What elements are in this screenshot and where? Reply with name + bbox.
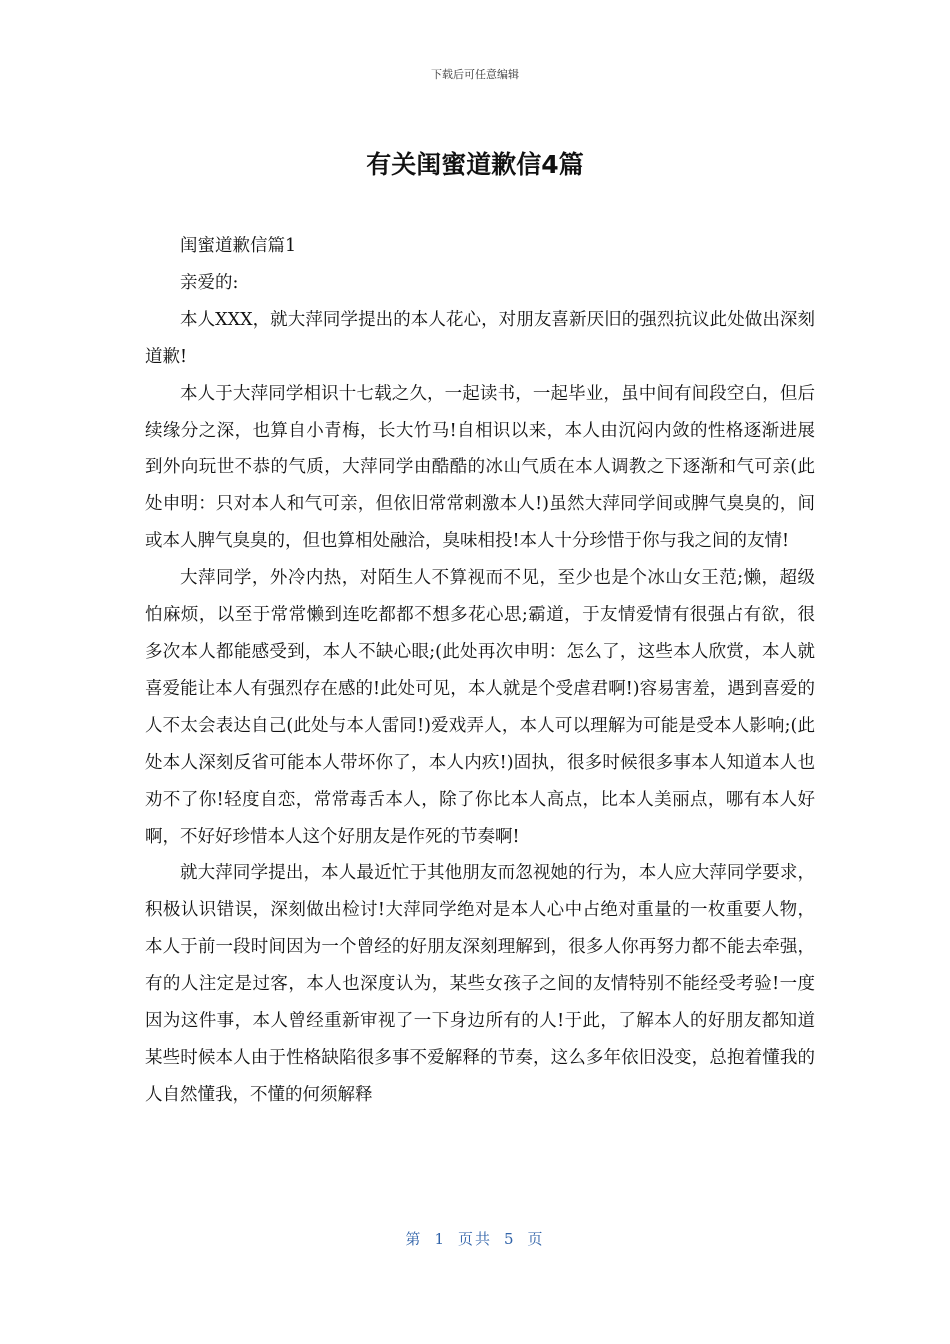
body-paragraph: 大萍同学，外冷内热，对陌生人不算视而不见，至少也是个冰山女王范;懒，超级怕麻烦，以至于常常懒到连吃都都不想多花心思;霸道，于友情爱情有很强占有欲，很多次本人都能感受到，本人不缺心眼;(此处再次申明：怎么了，这些本人欣赏，本人就喜爱能让本人有强烈存在感的!此处可见，本人就是个受虐君啊!)容易害羞，遇到喜爱的人不太会表达自己(此处与本人雷同!)爱戏弄人，本人可以理解为可能是受本人影响;(此处本人深刻反省可能本人带坏你了，本人内疚!)固执，很多时候很多事本人知道本人也劝不了你!轻度自恋，常常毒舌本人，除了你比本人高点，比本人美丽点，哪有本人好啊，不好好珍惜本人这个好朋友是作死的节奏啊!	[145, 568, 815, 847]
footer-suffix: 页	[527, 1230, 545, 1248]
body-paragraph: 本人XXX，就大萍同学提出的本人花心，对朋友喜新厌旧的强烈抗议此处做出深刻道歉!	[145, 309, 815, 367]
header-note: 下载后可任意编辑	[431, 68, 519, 81]
body-paragraph: 就大萍同学提出，本人最近忙于其他朋友而忽视她的行为，本人应大萍同学要求，积极认识错误，深刻做出检讨!大萍同学绝对是本人心中占绝对重量的一枚重要人物，本人于前一段时间因为一个曾经的好朋友深刻理解到，很多人你再努力都不能去牵强，有的人注定是过客，本人也深度认为，某些女孩子之间的友情特别不能经受考验!一度因为这件事，本人曾经重新审视了一下身边所有的人!于此，了解本人的好朋友都知道某些时候本人由于性格缺陷很多事不爱解释的节奏，这么多年依旧没变，总抱着懂我的人自然懂我，不懂的何须解释	[145, 863, 815, 1105]
footer-prefix: 第	[405, 1230, 423, 1248]
footer-total-pages: 5	[504, 1230, 516, 1248]
body-paragraph: 本人于大萍同学相识十七载之久，一起读书，一起毕业，虽中间有间段空白，但后续缘分之深，也算自小青梅，长大竹马!自相识以来，本人由沉闷内敛的性格逐渐进展到外向玩世不恭的气质，大萍同学由酷酷的冰山气质在本人调教之下逐渐和气可亲(此处申明：只对本人和气可亲，但依旧常常刺激本人!)虽然大萍同学间或脾气臭臭的，间或本人脾气臭臭的，但也算相处融洽，臭味相投!本人十分珍惜于你与我之间的友情!	[145, 383, 815, 552]
footer-page-number: 1	[434, 1230, 446, 1248]
salutation: 亲爱的:	[180, 272, 239, 293]
section-heading: 闺蜜道歉信篇1	[180, 236, 297, 256]
document-body	[145, 228, 815, 1114]
page-footer	[0, 1228, 950, 1249]
footer-middle: 页共	[457, 1230, 492, 1248]
document-title: 有关闺蜜道歉信4篇	[366, 150, 584, 179]
